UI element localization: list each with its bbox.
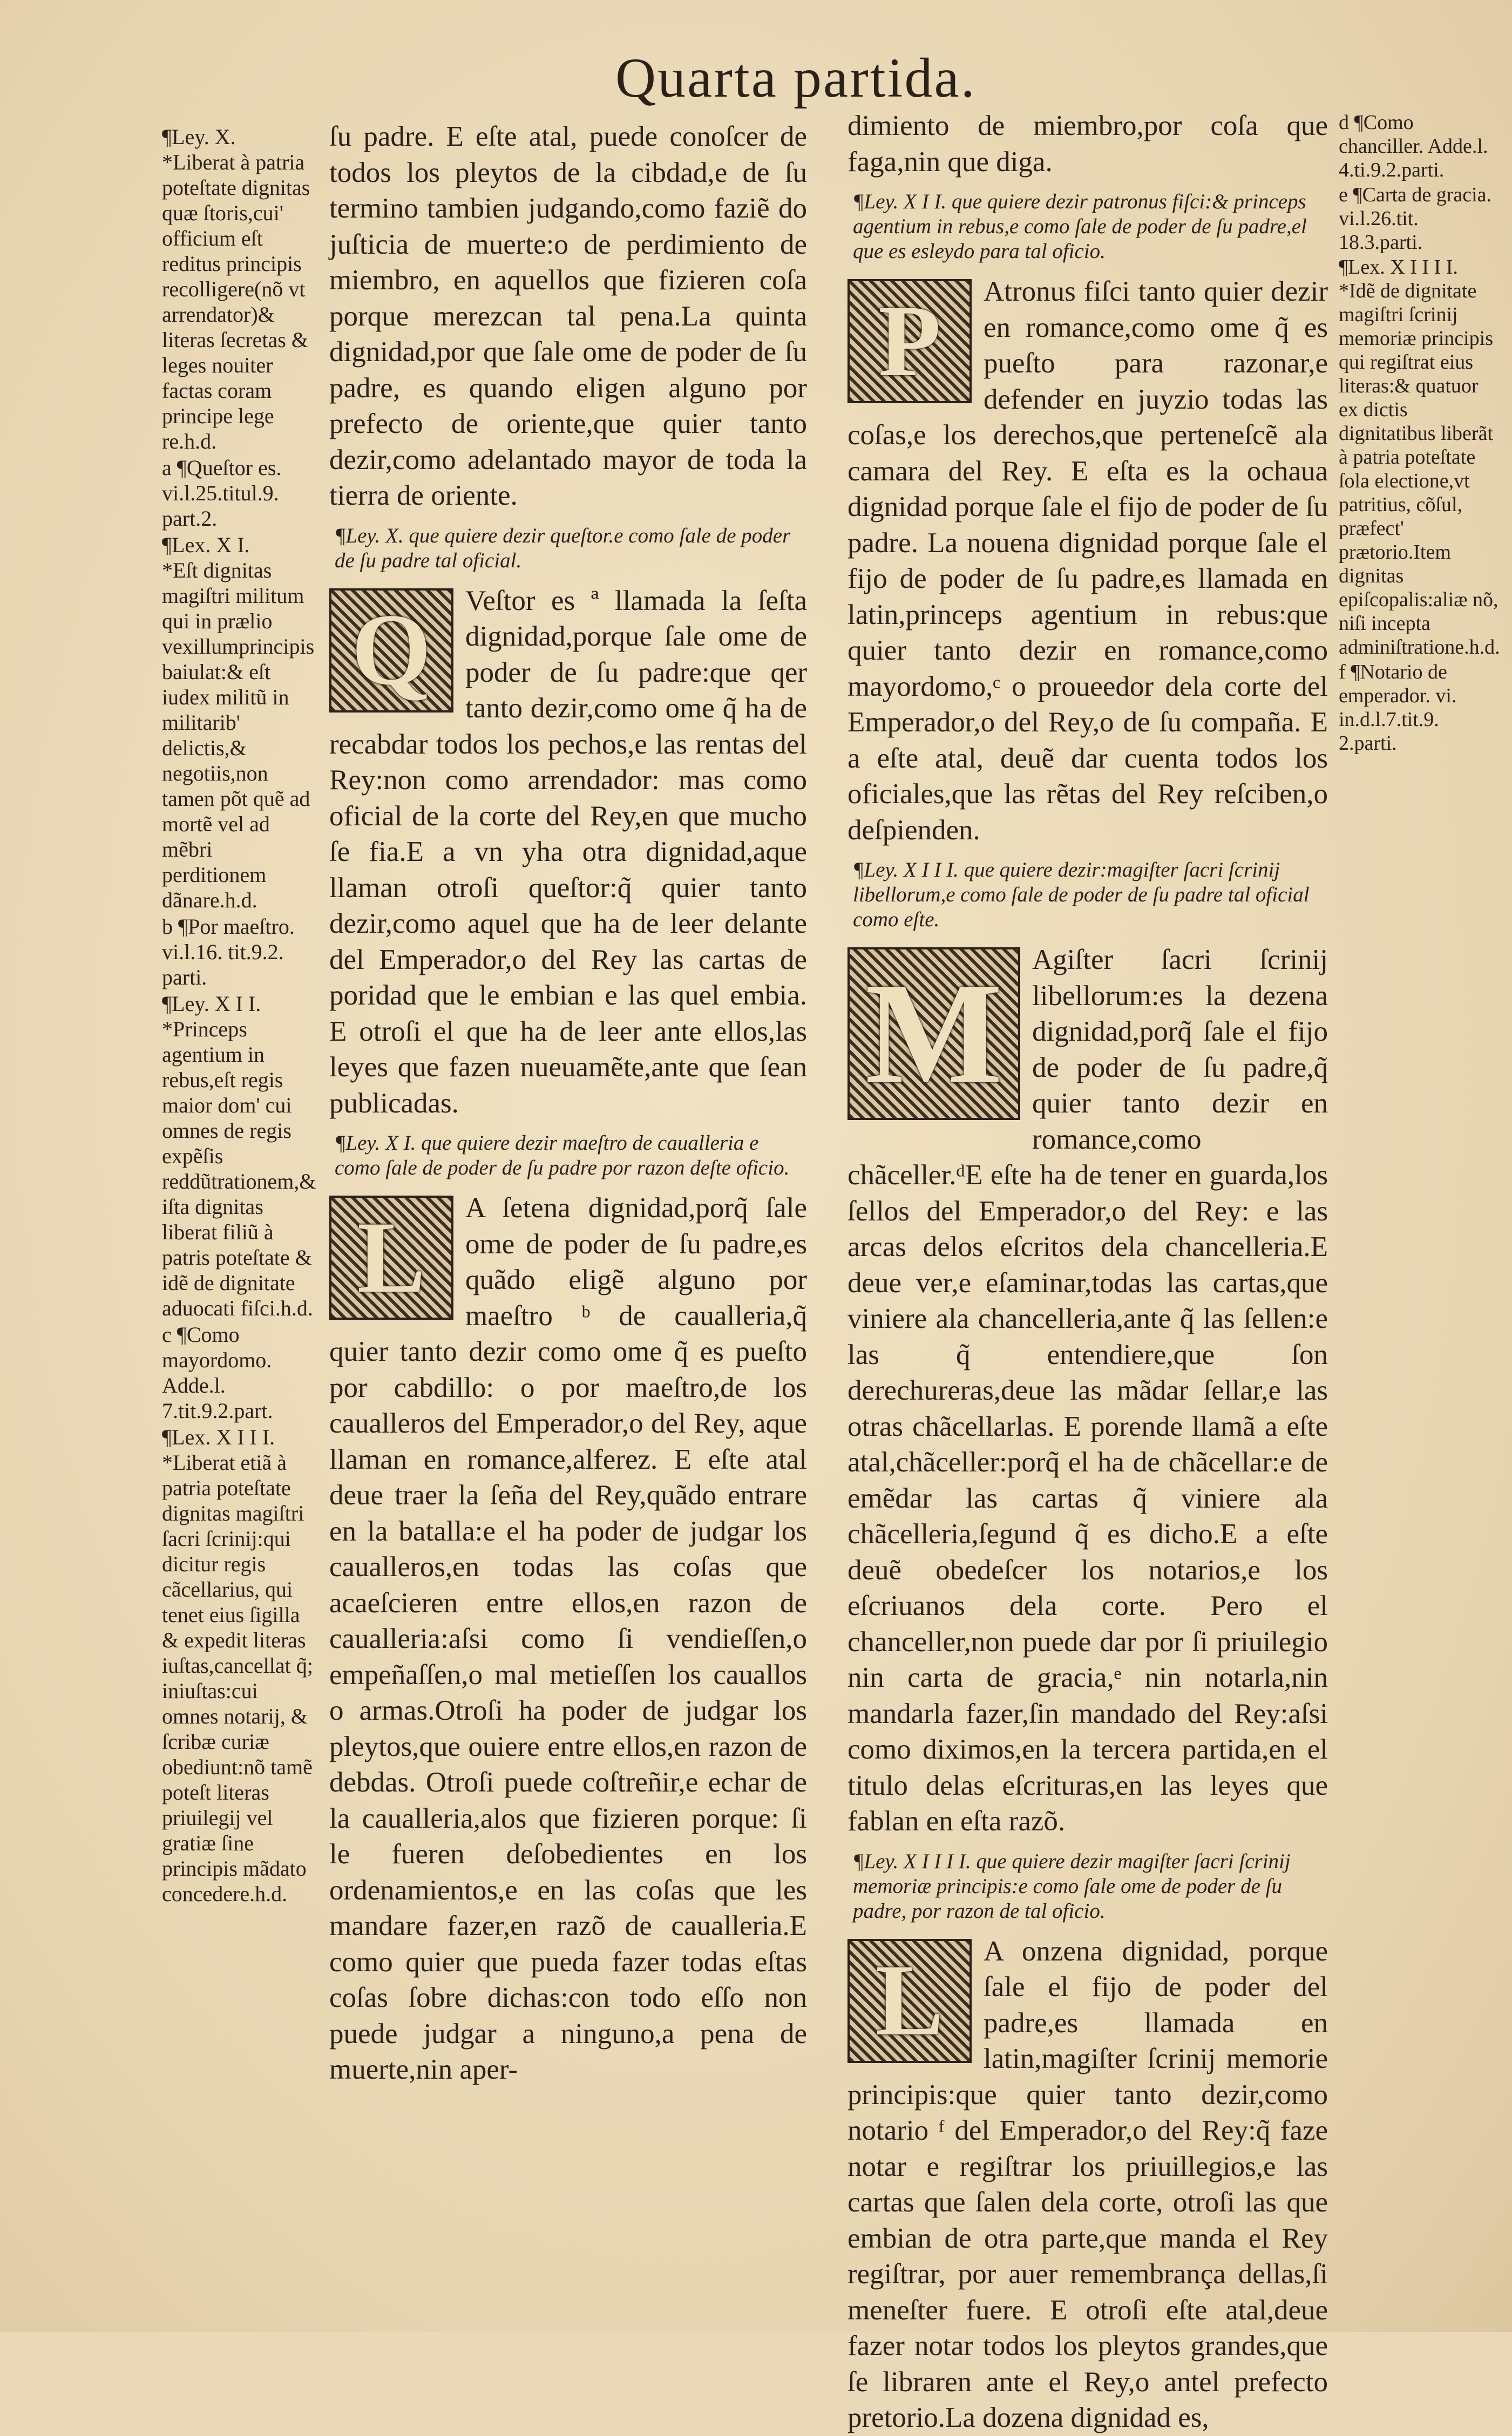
paragraph: A onzena dignidad, porque ſale el fijo de poder del padre,es llamada en latin,magiſter ſcrinij memorie principis:que quier tanto dezir,como notario ᶠ del Emperador,o del Rey:q̃ faze notar e regiſtrar los priuillegios,e las cartas que ſalen dela corte, otroſi las que embian de otra parte,que manda el Rey regiſtrar, por auer remembrança dellas,ſi meneſter fuere. E otroſi eſte atal,deue fazer notar todos los pleytos grandes,que ſe libraren ante el Rey,o antel prefecto pretorio.La dozena dignidad es, [847, 1935, 1328, 2433]
paragraph: Atronus fiſci tanto quier dezir en romance,como ome q̃ es pueſto para razonar,e defender en juyzio todas las coſas,e los derechos,que perteneſcẽ ala camara del Rey. E eſta es la ochaua dignidad porque ſale el fijo de poder de ſu padre. La nouena dignidad porque ſale el fijo de poder de ſu padre,es llamada en latin,princeps agentium in rebus:que quier tanto dezir en romance,como mayordomo,ᶜ o proueedor dela corte del Emperador,o del Rey,o de ſu compaña. E a eſte atal, deuẽ dar cuenta todos los oficiales,que las rẽtas del Rey reſciben,o deſpienden. [847, 276, 1328, 846]
law-heading: ¶Ley. X I I. que quiere dezir patronus fiſci:& princeps agentium in rebus,e como ſale de poder de ſu padre,el que es esleydo para tal oficio. [853, 190, 1307, 263]
marginal-note: d ¶Como chanciller. Adde.l. 4.ti.9.2.parti. [1339, 111, 1488, 181]
marginal-note: c ¶Como mayordomo. Adde.l. 7.tit.9.2.part. [162, 1322, 273, 1423]
paragraph: ſu padre. E eſte atal, puede conoſcer de todos los pleytos de la cibdad,e de ſu termino tambien judgando,como faziẽ do juſticia de muerte:o de perdimiento de miembro, en aquellos que fizieren coſa porque merezcan tal pena.La quinta dignidad,por que ſale ome de poder de ſu padre, es quando eligen alguno por prefecto de oriente,que quier tanto dezir,como adelantado mayor de toda la tierra de oriente. [329, 121, 807, 511]
paragraph: Agiſter ſacri ſcrinij libellorum:es la dezena dignidad,porq̃ ſale el fijo de poder de ſu padre,q̃ quier tanto dezir en romance,como chãceller.ᵈE eſte ha de tener en guarda,los ſellos del Emperador,o del Rey: e las arcas delos eſcritos dela chancelleria.E deue ver,e eſaminar,todas las cartas,que viniere ala chancelleria,ante q̃ las ſellen:e las q̃ entendiere,que ſon derechureras,deue las mãdar ſellar,e las otras chãcellarlas. E porende llamã a eſte atal,chãceller:porq̃ el ha de chãcellar:e de emẽdar las cartas q̃ viniere ala chãcelleria,ſegund q̃ es dicho.E a eſte deuẽ obedeſcer los notarios,e los eſcriuanos dela corte. Pero el chanceller,non puede dar por ſi priuilegio nin carta de gracia,ᵉ nin notarla,nin mandarla fazer,ſin mandado del Rey:aſsi como diximos,en la tercera partida,en el titulo delas eſcrituras,en las leyes que fablan en eſta razõ. [847, 944, 1328, 1837]
law-heading: ¶Ley. X I I I. que quiere dezir:magiſter ſacri ſcrinij libellorum,e como ſale de poder de ſu padre tal oficial como eſte. [853, 858, 1310, 931]
marginal-note: f ¶Notario de emperador. vi. in.d.l.7.tit.9. 2.parti. [1339, 661, 1457, 755]
marginal-note: ¶Ley. X I I. *Princeps agentium in rebus,eſt regis maior dom' cui omnes de regis expẽſis reddũtrationem,& iſta dignitas liberat filiũ à patris poteſtate & idẽ de dignitate aduocati fiſci.h.d. [162, 992, 316, 1320]
left-marginal-notes [162, 124, 316, 1908]
paragraph: A ſetena dignidad,porq̃ ſale ome de poder de ſu padre,es quãdo eligẽ alguno por maeſtro ᵇ de caualleria,q̃ quier tanto dezir como ome q̃ es pueſto por cabdillo: o por maeſtro,de los caualleros del Emperador,o del Rey, aque llaman en romance,alferez. E eſte atal deue traer la ſeña del Rey,quãdo entrare en la batalla:e el ha poder de judgar los caualleros,en todas las coſas que acaeſcieren entre ellos,en razon de caualleria:aſsi como ſi vendieſſen,o empeñaſſen,o mal metieſſen los cauallos o armas.Otroſi ha poder de judgar los pleytos,que ouiere entre ellos,en razon de debdas. Otroſi puede coſtreñir,e echar de la caualleria,alos que fizieren porque: ſi le fueren deſobedientes en los ordenamientos,e en las coſas que les mandare fazer,en razõ de caualleria.E como quier que pueda fazer todas eſtas coſas ſobre dichas:con todo eſſo non puede judgar a ninguno,a pena de muerte,nin aper- [329, 1192, 807, 2085]
marginal-note: ¶Lex. X I I I. *Liberat etiã à patria poteſtate dignitas magiſtri ſacri ſcrinij:qui dicitur regis cãcellarius, qui tenet eius ſigilla & expedit literas iuſtas,cancellat q̃; iniuſtas:cui omnes notarij, & ſcribæ curiæ obediunt:nõ tamẽ poteſt literas priuilegij vel gratiæ ſine principis mãdato concedere.h.d. [162, 1425, 313, 1906]
paragraph: dimiento de miembro,por coſa que faga,nin que diga. [847, 110, 1328, 178]
drop-cap-initial: L [329, 1196, 453, 1320]
marginal-note: b ¶Por maeſtro. vi.l.16. tit.9.2. parti. [162, 914, 295, 989]
drop-cap-initial: L [847, 1939, 972, 2063]
marginal-note: ¶Ley. X. *Liberat à patria poteſtate dignitas quæ ſtoris,cui' officium eſt reditus principis recolligere(nõ vt arrendator)& literas ſecretas & leges nouiter factas coram principe lege re.h.d. [162, 125, 310, 453]
marginal-note: a ¶Queſtor es. vi.l.25.titul.9. part.2. [162, 456, 282, 531]
text-column-right [847, 108, 1328, 2436]
paragraph: Veſtor es ª llamada la ſeſta dignidad,porque ſale ome de poder de ſu padre:que qer tanto dezir,como ome q̃ ha de recabdar todos los pechos,e las rentas del Rey:non como arrendador: mas como oficial de la corte del Rey,en que mucho ſe fia.E a vn yha otra dignidad,aque llaman otroſi queſtor:q̃ quier tanto dezir,como aquel que ha de leer delante del Emperador,o del Rey las cartas de poridad que le embian e las quel embia. E otroſi el que ha de leer ante ellos,las leyes que fazen nueuamẽte,ante que ſean publicadas. [329, 585, 807, 1119]
law-heading: ¶Ley. X I. que quiere dezir maeſtro de caualleria e como ſale de poder de ſu padre por razon deſte oficio. [335, 1131, 790, 1179]
drop-cap-initial: M [847, 947, 1020, 1120]
marginal-note: ¶Lex. X I I I I. *Idẽ de dignitate magiſtri ſcrinij memoriæ principis qui regiſtrat eius literas:& quatuor ex dictis dignitatibus liberãt à patria poteſtate ſola electione,vt patritius, cõſul, præfect' prætorio.Item dignitas epiſcopalis:aliæ nõ, niſi incepta adminiſtratione.h.d. [1339, 256, 1500, 659]
marginal-note: ¶Lex. X I. *Eſt dignitas magiſtri militum qui in prælio vexillumprincipis baiulat:& eſt iudex militũ in militarib' delictis,& negotiis,non tamen põt quẽ ad mortẽ vel ad mẽbri perditionem dãnare.h.d. [162, 533, 315, 912]
text-column-left [329, 119, 807, 2088]
drop-cap-initial: P [847, 279, 972, 403]
marginal-note: e ¶Carta de gracia. vi.l.26.tit. 18.3.parti. [1339, 184, 1492, 254]
drop-cap-initial: Q [329, 588, 453, 713]
right-marginal-notes [1339, 111, 1501, 756]
page-title: Quarta partida. [615, 47, 977, 109]
law-heading: ¶Ley. X I I I I. que quiere dezir magiſter ſacri ſcrinij memoriæ principis:e como ſale ome de poder de ſu padre, por razon de tal oficio. [853, 1849, 1291, 1923]
law-heading: ¶Ley. X. que quiere dezir queſtor.e como ſale de poder de ſu padre tal oficial. [335, 524, 791, 572]
